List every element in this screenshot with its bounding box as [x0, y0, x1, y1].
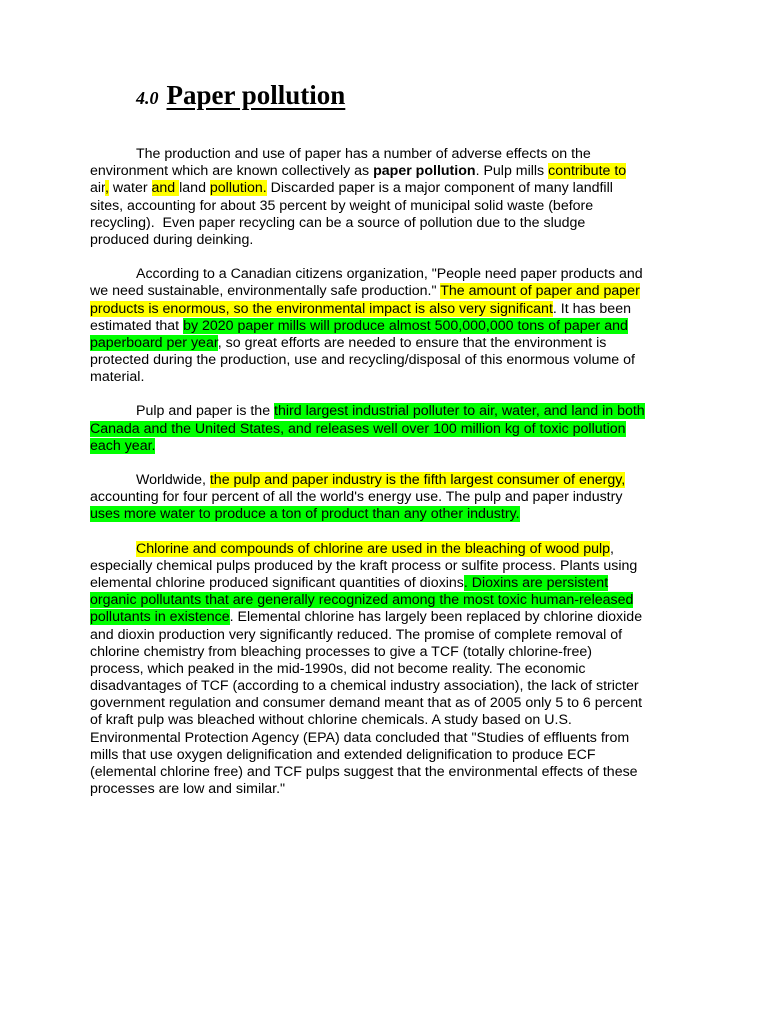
highlighted-text: organic pollutants that are generally recognized among the most toxic human-released [90, 592, 634, 609]
text-run: mills that use oxygen delignification and extended delignification to produce ECF [90, 746, 596, 763]
text-line [90, 146, 690, 163]
paragraph [90, 146, 690, 249]
highlighted-text: . Dioxins are persistent [463, 574, 609, 591]
text-line [90, 472, 690, 489]
text-line [90, 609, 690, 626]
text-line [90, 678, 690, 695]
text-run: Worldwide, [136, 472, 210, 488]
paragraph [90, 266, 690, 386]
text-line [90, 644, 690, 661]
text-line [90, 695, 690, 712]
text-line [90, 661, 690, 678]
text-run: land [179, 180, 210, 197]
highlighted-text: paperboard per year [90, 334, 218, 351]
highlighted-text: each year. [90, 437, 156, 454]
highlighted-text: The amount of paper and paper [440, 283, 640, 300]
text-run: , [610, 540, 614, 557]
text-line [90, 781, 690, 798]
text-line [90, 352, 690, 369]
text-line [90, 369, 690, 386]
highlighted-text: the pulp and paper industry is the fifth largest consumer of energy, [209, 472, 626, 488]
text-run: disadvantages of TCF (according to a chemical industry association), the lack of stricter [90, 678, 639, 695]
text-line [90, 541, 690, 558]
text-line [90, 627, 690, 644]
section-title: Paper pollution [166, 80, 346, 110]
text-run: , so great efforts are needed to ensure that the environment is [217, 334, 607, 351]
text-line [90, 163, 690, 180]
text-run: Discarded paper is a major component of many landfill [266, 180, 613, 197]
text-run: accounting for four percent of all the world's energy use. The pulp and paper industry [90, 489, 623, 506]
text-run: recycling). Even paper recycling can be a source of pollution due to the sludge [90, 214, 586, 231]
text-run: process, which peaked in the mid-1990s, did not become reality. The economic [90, 660, 586, 677]
text-line [90, 575, 690, 592]
highlighted-text: uses more water to produce a ton of product than any other industry. [90, 506, 520, 523]
text-line [90, 747, 690, 764]
text-run: material. [90, 369, 145, 386]
text-run: air [90, 180, 105, 197]
section-number: 4.0 [136, 88, 159, 108]
highlighted-text: contribute to [548, 163, 627, 180]
text-run: protected during the production, use and recycling/disposal of this enormous volume of [90, 352, 635, 369]
text-line [90, 438, 690, 455]
paragraph [90, 472, 690, 524]
highlighted-text: third largest industrial polluter to air, water, and land in both [274, 403, 645, 420]
text-run: produced during deinking. [90, 231, 254, 248]
text-line [90, 318, 690, 335]
text-run: (elemental chlorine free) and TCF pulps suggest that the environmental effects of these [90, 764, 638, 780]
highlighted-text: by 2020 paper mills will produce almost 500,000,000 tons of paper and [183, 317, 628, 334]
text-line [90, 232, 690, 249]
text-line [90, 198, 690, 215]
text-run: we need sustainable, environmentally safe production." [90, 283, 441, 300]
text-line [90, 764, 690, 781]
text-run: of kraft pulp was bleached without chlorine chemicals. A study based on U.S. [90, 712, 572, 729]
text-run: According to a Canadian citizens organization, "People need paper products and [136, 266, 643, 283]
text-run: water [108, 180, 152, 197]
section-heading [136, 80, 345, 111]
text-line [90, 283, 690, 300]
text-run: Pulp and paper is the [136, 403, 275, 420]
bold-term: paper pollution [373, 163, 476, 180]
paragraph [90, 403, 690, 455]
highlighted-text: pollution. [209, 180, 267, 197]
text-run: . Pulp mills [475, 163, 549, 180]
text-line [90, 506, 690, 523]
text-run: . It has been [552, 300, 631, 317]
text-run: Environmental Protection Agency (EPA) data concluded that "Studies of effluents from [90, 729, 630, 746]
text-line [90, 421, 690, 438]
text-run: government regulation and consumer demand meant that as of 2005 only 5 to 6 percent [90, 695, 643, 712]
text-run: The production and use of paper has a number of adverse effects on the [136, 146, 591, 162]
text-line [90, 592, 690, 609]
text-run: environment which are known collectively as [90, 163, 374, 180]
text-run: estimated that [90, 317, 184, 334]
text-line [90, 335, 690, 352]
text-line [90, 712, 690, 729]
text-run: sites, accounting for about 35 percent by weight of municipal solid waste (before [90, 197, 594, 214]
paragraph [90, 541, 690, 799]
text-run: processes are low and similar." [90, 781, 286, 798]
text-line [90, 180, 690, 197]
highlighted-text: Canada and the United States, and releases well over 100 million kg of toxic pollution [90, 420, 626, 437]
text-line [90, 558, 690, 575]
text-line [90, 301, 690, 318]
text-line [90, 403, 690, 420]
text-line [90, 730, 690, 747]
highlighted-text: products is enormous, so the environmental impact is also very significant [90, 300, 553, 317]
document-body [90, 146, 690, 815]
highlighted-text: , [104, 180, 109, 197]
text-run: . Elemental chlorine has largely been replaced by chlorine dioxide [229, 609, 643, 626]
highlighted-text: and [151, 180, 180, 197]
highlighted-text: Chlorine and compounds of chlorine are used in the bleaching of wood pulp [136, 540, 611, 557]
text-run: chlorine chemistry from bleaching processes to give a TCF (totally chlorine-free) [90, 643, 593, 660]
text-run: especially chemical pulps produced by the kraft process or sulfite process. Plants using [90, 557, 638, 574]
text-line [90, 266, 690, 283]
text-run: elemental chlorine produced significant quantities of dioxins [90, 574, 464, 591]
highlighted-text: pollutants in existence [90, 609, 230, 626]
text-line [90, 489, 690, 506]
text-run: and dioxin production very significantly reduced. The promise of complete removal of [90, 626, 623, 643]
text-line [90, 215, 690, 232]
